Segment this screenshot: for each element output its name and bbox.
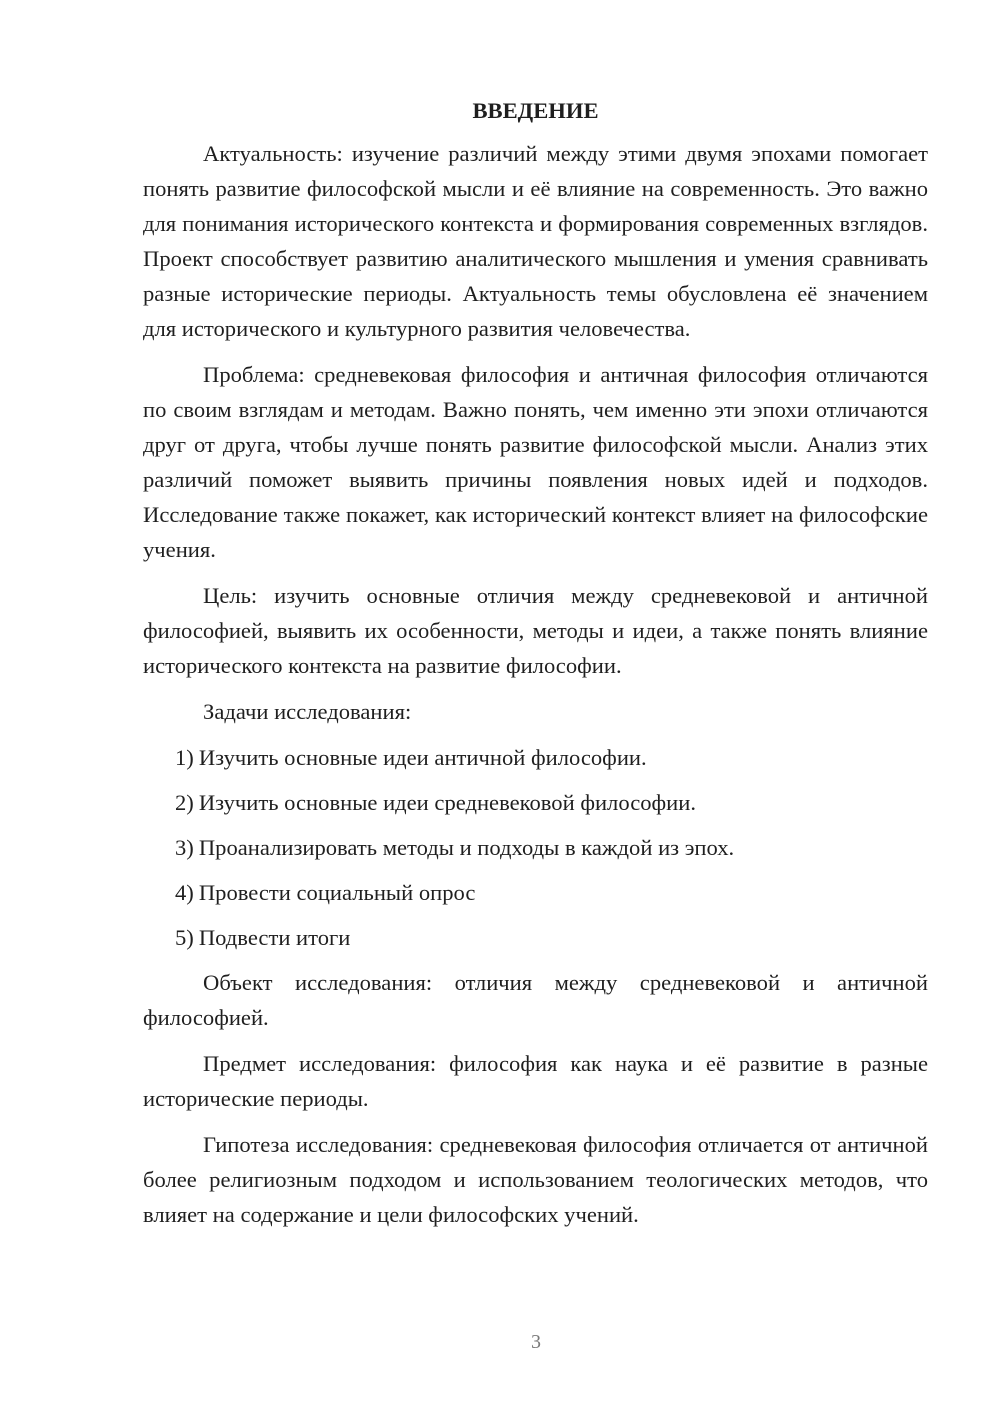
relevance-paragraph: Актуальность: изучение различий между этими двумя эпохами помогает понять развитие философской мысли и её влияние на современность. Это важно для понимания исторического контекста и формирования современных взглядов. Проект способствует развитию аналитического мышления и умения сравнивать разные исторические периоды. Актуальность темы обусловлена её значением для исторического и культурного развития человечества.	[143, 141, 928, 341]
tasks-list	[143, 740, 928, 955]
goal-paragraph: Цель: изучить основные отличия между средневековой и античной философией, выявить их особенности, методы и идеи, а также понять влияние исторического контекста на развитие философии.	[143, 583, 928, 678]
list-item	[143, 830, 928, 865]
list-item-number: 1)	[175, 745, 194, 770]
list-item-text: Изучить основные идеи средневековой философии.	[198, 790, 696, 815]
hypothesis-paragraph: Гипотеза исследования: средневековая философия отличается от античной более религиозным подходом и использованием теологических методов, что влияет на содержание и цели философских учений.	[143, 1132, 928, 1227]
list-item-text: Подвести итоги	[198, 925, 351, 950]
tasks-title: Задачи исследования:	[203, 699, 412, 724]
document-body	[143, 96, 928, 1243]
section-heading: ВВЕДЕНИЕ	[472, 98, 599, 123]
list-item	[143, 920, 928, 955]
list-item-text: Изучить основные идеи античной философии.	[198, 745, 647, 770]
list-item	[143, 740, 928, 775]
page-number: 3	[531, 1331, 541, 1353]
list-item-number: 3)	[175, 835, 194, 860]
list-item-text: Провести социальный опрос	[198, 880, 476, 905]
list-item-number: 2)	[175, 790, 194, 815]
problem-paragraph: Проблема: средневековая философия и античная философия отличаются по своим взглядам и методам. Важно понять, чем именно эти эпохи отличаются друг от друга, чтобы лучше понять развитие философской мысли. Анализ этих различий поможет выявить причины появления новых идей и подходов. Исследование также покажет, как исторический контекст влияет на философские учения.	[143, 362, 928, 562]
list-item-number: 4)	[175, 880, 194, 905]
list-item-number: 5)	[175, 925, 194, 950]
list-item	[143, 785, 928, 820]
object-paragraph: Объект исследования: отличия между средневековой и античной философией.	[143, 970, 928, 1030]
list-item	[143, 875, 928, 910]
subject-paragraph: Предмет исследования: философия как наука и её развитие в разные исторические периоды.	[143, 1051, 928, 1111]
list-item-text: Проанализировать методы и подходы в каждой из эпох.	[198, 835, 735, 860]
